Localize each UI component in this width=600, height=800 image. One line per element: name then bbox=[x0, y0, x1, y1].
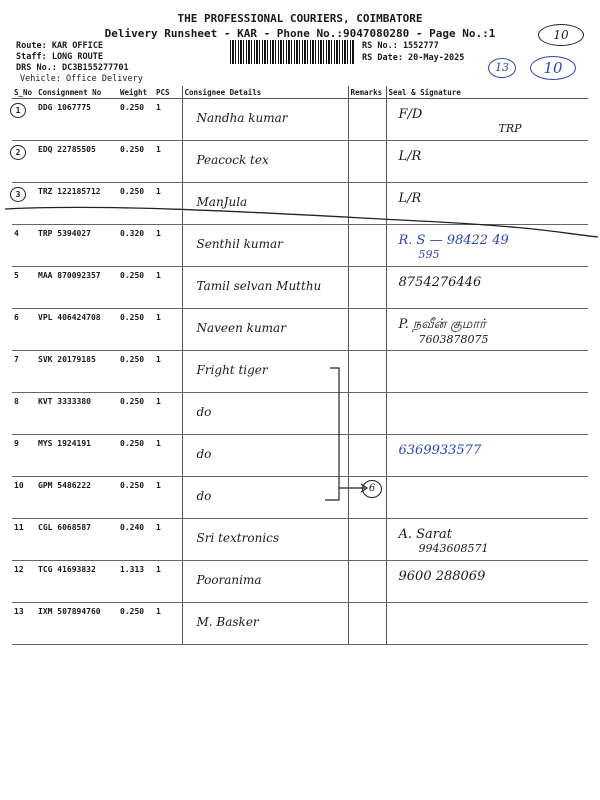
row-weight: 0.250 bbox=[120, 397, 145, 406]
row-sno: 11 bbox=[14, 523, 24, 532]
row-seal-note: 7603878075 bbox=[418, 333, 489, 346]
row-consignment-no-cell bbox=[36, 351, 118, 393]
row-consignee: do bbox=[196, 489, 212, 503]
row-remarks-cell bbox=[348, 561, 386, 603]
staff-label: Staff: LONG ROUTE bbox=[16, 52, 103, 62]
row-sno-cell bbox=[12, 351, 36, 393]
row-remarks-cell bbox=[348, 603, 386, 645]
row-seal: L/R bbox=[398, 191, 422, 206]
row-consignment-no: TCG 41693832 bbox=[38, 565, 96, 574]
row-sno-cell bbox=[12, 477, 36, 519]
row-sno-cell bbox=[12, 267, 36, 309]
row-consignee: Fright tiger bbox=[196, 363, 268, 377]
table-row bbox=[12, 267, 588, 309]
count-13-annotation: 13 bbox=[488, 58, 516, 78]
row-pcs-cell bbox=[154, 477, 182, 519]
row-weight: 0.250 bbox=[120, 187, 145, 196]
row-weight: 0.250 bbox=[120, 481, 145, 490]
row-pcs: 1 bbox=[156, 103, 161, 112]
row-strike-line bbox=[0, 195, 600, 245]
table-row bbox=[12, 393, 588, 435]
row-seal-note: 595 bbox=[418, 248, 440, 261]
row-seal-cell bbox=[386, 519, 588, 561]
row-pcs-cell bbox=[154, 393, 182, 435]
row-weight-cell bbox=[118, 477, 154, 519]
row-sno: 10 bbox=[14, 481, 24, 490]
row-consignee-cell bbox=[182, 267, 348, 309]
route-label: Route: KAR OFFICE bbox=[16, 41, 103, 51]
row-consignment-no-cell bbox=[36, 435, 118, 477]
row-consignee: Pooranima bbox=[196, 573, 262, 587]
row-pcs-cell bbox=[154, 561, 182, 603]
row-pcs-cell bbox=[154, 603, 182, 645]
runsheet-subtitle: Delivery Runsheet - KAR - Phone No.:9047080280 - Page No.:1 bbox=[104, 27, 496, 40]
row-consignee-cell bbox=[182, 393, 348, 435]
row-consignment-no: DDG 1067775 bbox=[38, 103, 91, 112]
row-consignment-no-cell bbox=[36, 267, 118, 309]
table-row bbox=[12, 603, 588, 645]
row-consignment-no: MYS 1924191 bbox=[38, 439, 91, 448]
row-consignment-no: IXM 507894760 bbox=[38, 607, 101, 616]
row-seal-cell bbox=[386, 309, 588, 351]
col-weight-header: Weight bbox=[118, 86, 154, 99]
table-row bbox=[12, 351, 588, 393]
row-seal-cell bbox=[386, 435, 588, 477]
row-consignee-cell bbox=[182, 477, 348, 519]
row-consignee: Sri textronics bbox=[196, 531, 280, 545]
row-consignment-no-cell bbox=[36, 393, 118, 435]
col-consignee-header: Consignee Details bbox=[182, 86, 348, 99]
row-sno-cell bbox=[12, 393, 36, 435]
row-sno-cell bbox=[12, 519, 36, 561]
row-weight: 0.250 bbox=[120, 439, 145, 448]
row-seal: 6369933577 bbox=[398, 443, 482, 458]
row-consignment-no: CGL 6068587 bbox=[38, 523, 91, 532]
row-remarks-cell bbox=[348, 519, 386, 561]
row-sno: 7 bbox=[14, 355, 19, 364]
row-pcs: 1 bbox=[156, 313, 161, 322]
table-row bbox=[12, 99, 588, 141]
company-title: THE PROFESSIONAL COURIERS, COIMBATORE bbox=[177, 12, 423, 25]
row-consignee: Senthil kumar bbox=[196, 237, 283, 251]
row-pcs-cell bbox=[154, 519, 182, 561]
row-seal-cell bbox=[386, 603, 588, 645]
runsheet-table bbox=[12, 86, 588, 645]
row-consignment-no-cell bbox=[36, 561, 118, 603]
row-consignee-cell bbox=[182, 141, 348, 183]
row-weight-cell bbox=[118, 519, 154, 561]
table-row bbox=[12, 309, 588, 351]
barcode bbox=[230, 40, 355, 64]
row-pcs-cell bbox=[154, 435, 182, 477]
row-weight-cell bbox=[118, 561, 154, 603]
row-pcs-cell bbox=[154, 351, 182, 393]
row-seal: R. S — 98422 49 bbox=[398, 233, 509, 248]
col-consignment-header: Consignment No bbox=[36, 86, 118, 99]
row-consignee: ManJula bbox=[196, 195, 248, 209]
row-consignee: Nandha kumar bbox=[196, 111, 288, 125]
row-remarks-cell bbox=[348, 309, 386, 351]
row-pcs: 1 bbox=[156, 481, 161, 490]
table-header-row bbox=[12, 86, 588, 99]
row-consignment-no: TRZ 122185712 bbox=[38, 187, 101, 196]
vehicle-label: Vehicle: Office Delivery bbox=[20, 74, 143, 84]
row-consignee-cell bbox=[182, 561, 348, 603]
row-seal-cell bbox=[386, 267, 588, 309]
row-consignment-no: EDQ 22785505 bbox=[38, 145, 96, 154]
row-sno: 12 bbox=[14, 565, 24, 574]
row-weight: 0.250 bbox=[120, 355, 145, 364]
row-consignee-cell bbox=[182, 99, 348, 141]
row-weight: 0.240 bbox=[120, 523, 145, 532]
row-consignee-cell bbox=[182, 351, 348, 393]
table-row bbox=[12, 435, 588, 477]
row-seal: P. நவீன் குமார் bbox=[398, 317, 486, 332]
row-sno: 3 bbox=[10, 187, 26, 202]
row-sno: 1 bbox=[10, 103, 26, 118]
row-weight-cell bbox=[118, 603, 154, 645]
count-circle-annotation: 10 bbox=[538, 24, 584, 46]
row-consignment-no: TRP 5394027 bbox=[38, 229, 91, 238]
row-sno-cell bbox=[12, 561, 36, 603]
row-remarks-cell bbox=[348, 141, 386, 183]
row-seal-cell bbox=[386, 141, 588, 183]
col-pcs-header: PCS bbox=[154, 86, 182, 99]
rs-date: RS Date: 20-May-2025 bbox=[362, 53, 465, 63]
row-sno: 6 bbox=[14, 313, 19, 322]
row-weight-cell bbox=[118, 435, 154, 477]
row-consignment-no-cell bbox=[36, 99, 118, 141]
row-weight-cell bbox=[118, 351, 154, 393]
row-pcs: 1 bbox=[156, 145, 161, 154]
row-weight: 0.250 bbox=[120, 103, 145, 112]
row-pcs: 1 bbox=[156, 439, 161, 448]
row-consignment-no: KVT 3333380 bbox=[38, 397, 91, 406]
row-seal: F/D bbox=[398, 107, 423, 122]
row-sno: 5 bbox=[14, 271, 19, 280]
count-10-annotation: 10 bbox=[530, 56, 576, 80]
row-consignee-cell bbox=[182, 435, 348, 477]
row-pcs: 1 bbox=[156, 271, 161, 280]
row-consignee-cell bbox=[182, 603, 348, 645]
row-weight: 0.250 bbox=[120, 145, 145, 154]
row-weight: 0.250 bbox=[120, 607, 145, 616]
row-pcs-cell bbox=[154, 141, 182, 183]
row-consignee: M. Basker bbox=[196, 615, 259, 629]
row-weight: 1.313 bbox=[120, 565, 145, 574]
row-pcs-cell bbox=[154, 309, 182, 351]
row-consignee: Naveen kumar bbox=[196, 321, 286, 335]
row-seal-note: TRP bbox=[498, 122, 522, 135]
row-weight-cell bbox=[118, 141, 154, 183]
row-weight: 0.320 bbox=[120, 229, 145, 238]
col-seal-header: Seal & Signature bbox=[386, 86, 588, 99]
row-remarks-cell bbox=[348, 267, 386, 309]
row-consignee-cell bbox=[182, 309, 348, 351]
row-sno: 4 bbox=[14, 229, 19, 238]
row-consignment-no: SVK 20179185 bbox=[38, 355, 96, 364]
row-seal: 9600 288069 bbox=[398, 569, 486, 584]
row-consignment-no: GPM 5486222 bbox=[38, 481, 91, 490]
table-row bbox=[12, 141, 588, 183]
row-consignee: do bbox=[196, 405, 212, 419]
row-seal-cell bbox=[386, 561, 588, 603]
row-pcs: 1 bbox=[156, 229, 161, 238]
col-sno-header: S_No bbox=[12, 86, 36, 99]
row-seal-note: 9943608571 bbox=[418, 542, 489, 555]
row-weight-cell bbox=[118, 267, 154, 309]
table-row bbox=[12, 519, 588, 561]
row-consignee: Peacock tex bbox=[196, 153, 269, 167]
col-remarks-header: Remarks bbox=[348, 86, 386, 99]
row-weight-cell bbox=[118, 99, 154, 141]
row-sno-cell bbox=[12, 99, 36, 141]
row-weight-cell bbox=[118, 393, 154, 435]
row-seal: 8754276446 bbox=[398, 275, 482, 290]
table-row bbox=[12, 561, 588, 603]
row-consignment-no-cell bbox=[36, 603, 118, 645]
row-pcs: 1 bbox=[156, 523, 161, 532]
row-pcs: 1 bbox=[156, 565, 161, 574]
row-seal: A. Sarat bbox=[398, 527, 452, 542]
row-consignment-no-cell bbox=[36, 477, 118, 519]
row-seal-cell bbox=[386, 477, 588, 519]
row-pcs: 1 bbox=[156, 187, 161, 196]
row-consignee: do bbox=[196, 447, 212, 461]
row-weight-cell bbox=[118, 309, 154, 351]
row-seal-cell bbox=[386, 351, 588, 393]
row-consignment-no: VPL 406424708 bbox=[38, 313, 101, 322]
row-seal-cell bbox=[386, 393, 588, 435]
row-sno: 8 bbox=[14, 397, 19, 406]
row-seal: L/R bbox=[398, 149, 422, 164]
row-consignment-no: MAA 870092357 bbox=[38, 271, 101, 280]
row-weight: 0.250 bbox=[120, 271, 145, 280]
drs-number: DRS No.: DC3B155277701 bbox=[16, 63, 129, 73]
row-weight: 0.250 bbox=[120, 313, 145, 322]
row-consignment-no-cell bbox=[36, 309, 118, 351]
row-sno: 9 bbox=[14, 439, 19, 448]
row-sno: 13 bbox=[14, 607, 24, 616]
rs-number: RS No.: 1552777 bbox=[362, 41, 439, 51]
row-sno: 2 bbox=[10, 145, 26, 160]
row-remarks-cell bbox=[348, 99, 386, 141]
row-consignment-no-cell bbox=[36, 519, 118, 561]
row-seal-cell bbox=[386, 99, 588, 141]
row-pcs-cell bbox=[154, 99, 182, 141]
table-row bbox=[12, 477, 588, 519]
row-pcs-cell bbox=[154, 267, 182, 309]
row-pcs: 1 bbox=[156, 397, 161, 406]
row-consignment-no-cell bbox=[36, 141, 118, 183]
row-sno-cell bbox=[12, 309, 36, 351]
row-sno-cell bbox=[12, 435, 36, 477]
row-sno-cell bbox=[12, 603, 36, 645]
ditto-count-annotation: 6 bbox=[362, 480, 382, 498]
row-consignee: Tamil selvan Mutthu bbox=[196, 279, 322, 293]
row-consignee-cell bbox=[182, 519, 348, 561]
row-pcs: 1 bbox=[156, 355, 161, 364]
row-pcs: 1 bbox=[156, 607, 161, 616]
row-sno-cell bbox=[12, 141, 36, 183]
